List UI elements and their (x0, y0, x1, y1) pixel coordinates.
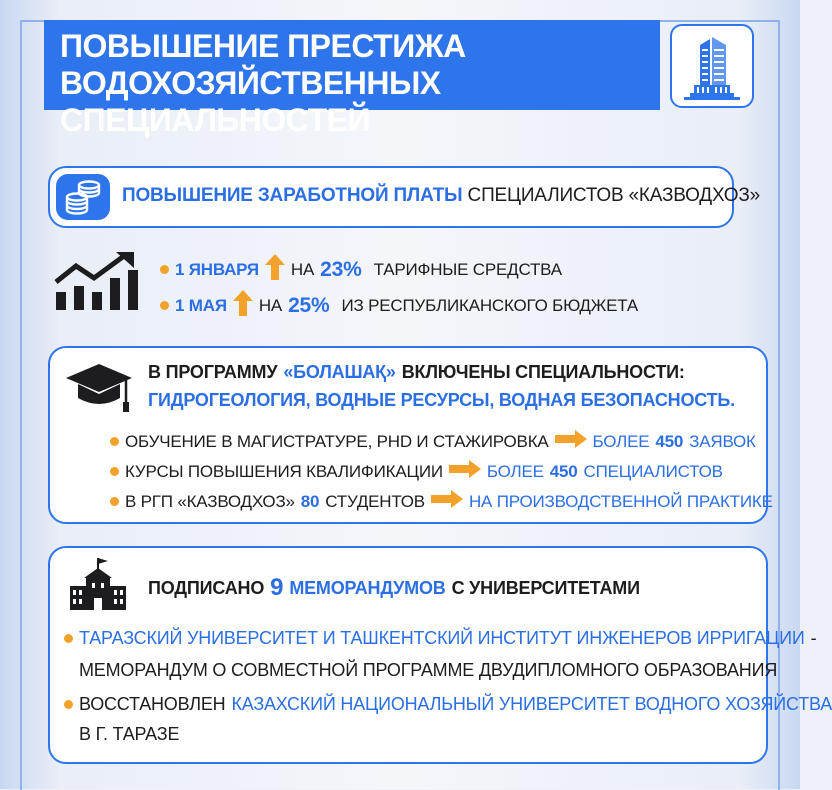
item-result-pre: БОЛЕЕ (486, 461, 544, 481)
item-text: КУРСЫ ПОВЫШЕНИЯ КВАЛИФИКАЦИИ (125, 461, 443, 481)
raise-row-2 (160, 290, 638, 321)
bolashak-item-3 (110, 490, 773, 513)
memo-count: 9 (270, 574, 284, 601)
raise-prefix: НА (290, 259, 315, 279)
coins-stack-icon (56, 174, 110, 220)
bullet-dot (110, 467, 119, 476)
salary-highlight: ПОВЫШЕНИЕ ЗАРАБОТНОЙ ПЛАТЫ (122, 185, 463, 206)
memo-item-1-dash: - (810, 628, 817, 648)
salary-banner (48, 166, 761, 228)
government-building-icon (670, 24, 754, 108)
item-text-post: СТУДЕНТОВ (325, 491, 425, 511)
memo-heading-post: С УНИВЕРСИТЕТАМИ (451, 577, 640, 598)
item-result-pre: БОЛЕЕ (592, 431, 650, 451)
item-text: В РГП «КАЗВОДХОЗ» (125, 491, 295, 511)
raise-desc: ТАРИФНЫЕ СРЕДСТВА (373, 259, 562, 279)
raise-prefix: НА (258, 295, 283, 315)
university-building-icon (68, 556, 128, 617)
bolashak-item-1 (110, 430, 756, 453)
memo-item-1 (64, 628, 816, 649)
growth-chart-icon (54, 252, 140, 317)
raise-date: 1 ЯНВАРЯ (175, 259, 259, 279)
arrow-right-icon (449, 460, 481, 483)
item-text: ОБУЧЕНИЕ В МАГИСТРАТУРЕ, PHD И СТАЖИРОВКА (125, 431, 549, 451)
memo-heading-pre: ПОДПИСАНО (148, 577, 265, 598)
title-line-1: ПОВЫШЕНИЕ ПРЕСТИЖА (60, 28, 466, 64)
item-result-post: ЗАЯВОК (689, 431, 756, 451)
salary-rest: СПЕЦИАЛИСТОВ «КАЗВОДХОЗ» (467, 185, 761, 206)
item-number: 450 (655, 431, 684, 451)
memo-item-2-university: КАЗАХСКИЙ НАЦИОНАЛЬНЫЙ УНИВЕРСИТЕТ ВОДНОГО ХОЗЯЙСТВА (231, 694, 832, 714)
memo-item-1-rest: МЕМОРАНДУМ О СОВМЕСТНОЙ ПРОГРАММЕ ДВУДИПЛОМНОГО ОБРАЗОВАНИЯ (79, 660, 778, 680)
raise-percent: 23% (320, 257, 362, 281)
raise-date: 1 МАЯ (175, 295, 227, 315)
memo-item-2 (64, 694, 832, 715)
bullet-dot (110, 497, 119, 506)
bolashak-card (48, 346, 773, 524)
bullet-dot (110, 437, 119, 446)
item-result-post: СПЕЦИАЛИСТОВ (583, 461, 723, 481)
raise-desc: ИЗ РЕСПУБЛИКАНСКОГО БЮДЖЕТА (341, 295, 639, 315)
memo-heading-mid: МЕМОРАНДУМОВ (289, 577, 446, 598)
bullet-dot (160, 265, 169, 274)
arrow-right-icon (555, 430, 587, 453)
bolashak-specialties: ГИДРОГЕОЛОГИЯ, ВОДНЫЕ РЕСУРСЫ, ВОДНАЯ БЕЗОПАСНОСТЬ. (148, 390, 735, 410)
bolashak-item-2 (110, 460, 723, 483)
bolashak-program-name: «БОЛАШАҚ» (283, 362, 396, 382)
bullet-dot (64, 700, 73, 709)
item-number: 80 (300, 491, 320, 511)
salary-text (122, 185, 760, 207)
bolashak-heading-post: ВКЛЮЧЕНЫ СПЕЦИАЛЬНОСТИ: (401, 362, 685, 382)
arrow-up-icon (265, 254, 285, 285)
arrow-up-icon (233, 290, 253, 321)
bullet-dot (64, 634, 73, 643)
graduation-cap-icon (64, 358, 134, 421)
page-title (44, 20, 660, 138)
item-number: 450 (549, 461, 578, 481)
memo-item-1-universities: ТАРАЗСКИЙ УНИВЕРСИТЕТ И ТАШКЕНТСКИЙ ИНСТИТУТ ИНЖЕНЕРОВ ИРРИГАЦИИ (79, 628, 805, 648)
bolashak-heading (148, 362, 685, 383)
item-result: НА ПРОИЗВОДСТВЕННОЙ ПРАКТИКЕ (468, 491, 773, 511)
memo-item-2-post: В Г. ТАРАЗЕ (79, 724, 180, 744)
bolashak-heading-pre: В ПРОГРАММУ (148, 362, 278, 382)
title-line-2: ВОДОХОЗЯЙСТВЕННЫХ СПЕЦИАЛЬНОСТЕЙ (60, 65, 441, 138)
arrow-right-icon (431, 490, 463, 513)
raise-row-1 (160, 254, 562, 285)
memorandums-card (48, 546, 832, 764)
memorandums-heading (148, 574, 640, 602)
bullet-dot (160, 301, 169, 310)
memo-item-2-pre: ВОССТАНОВЛЕН (79, 694, 226, 714)
raise-percent: 25% (288, 293, 330, 317)
